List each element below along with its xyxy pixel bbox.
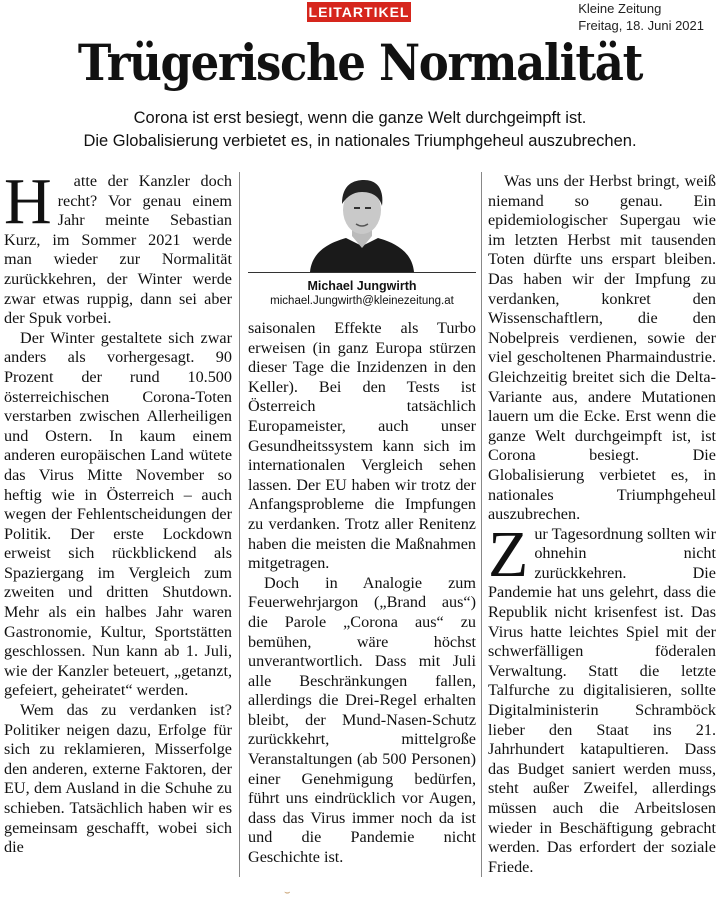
column-rule (481, 172, 482, 877)
subhead-line-2: Die Globalisierung verbietet es, in nationales Triumphgeheul auszubrechen. (83, 132, 637, 150)
paragraph-text: atte der Kanzler doch recht? Vor genau einem Jahr meinte Sebastian Kurz, im Sommer 2021 werde man wieder zur Normalität zurückkehren, der Winter werde zwar etwas ruppig, dann sei aber der Spuk vorbei. (4, 172, 232, 328)
column-rule (239, 172, 240, 877)
paragraph: Der Winter gestaltete sich zwar anders als vorhergesagt. 90 Prozent der rund 10.500 österreichischen Corona-Toten verstarben zwischen Allerheiligen und Ostern. In kaum einem anderen europäischen Land wütete das Virus Mitte November so heftig wie in Österreich – auch wegen der Fehlentscheidungen der Politik. Der erste Lockdown erweist sich rückblickend als Spaziergang im Vergleich zum zweiten und dritten Shutdown. Mehr als ein halbes Jahr waren Gastronomie, Kultur, Sportstätten geschlossen. Nun kann ab 1. Juli, wie der Kanzler beteuert, „getanzt, gefeiert, geheiratet“ werden. (4, 328, 232, 700)
section-kicker: LEITARTIKEL (308, 4, 410, 20)
paragraph (488, 517, 716, 878)
column-3 (488, 172, 716, 877)
paragraph: saisonalen Effekte als Turbo erweisen (in ganz Europa stürzen dieser Tage die Inzidenzen in den Keller). Bei den Tests ist Österreich tatsächlich Europameister, auch unser Gesundheitssystem kann sich im internationalen Vergleich sehen lassen. Der EU haben wir trotz der Anfangsprobleme die Impfungen zu verdanken. Trotz aller Renitenz haben die meisten die Maßnahmen mitgetragen. (248, 319, 476, 573)
paragraph: Was uns der Herbst bringt, weiß niemand so genau. Ein epidemiologischer Supergau wie im letzten Herbst mit tausenden Toten dürfte uns erspart bleiben. Das haben wir der Impfung zu verdanken, konkret den Wissenschaftlern, die den Nobelpreis verdienen, sowie der viel gescholtenen Pharmaindustrie. Gleichzeitig breitet sich die Delta-Variante aus, andere Mutationen lauern um die Ecke. Erst wenn die ganze Welt durchgeimpft ist, ist Corona besiegt. Die Globalisierung verbietet es, in nationales Triumphgeheul auszubrechen. (488, 172, 716, 524)
subhead-line-1: Corona ist erst besiegt, wenn die ganze Welt durchgeimpft ist. (133, 109, 587, 127)
author-email[interactable]: michael.Jungwirth@kleinezeitung.at (270, 295, 454, 307)
drop-cap: Z (488, 517, 529, 591)
paragraph: Wem das zu verdanken ist? Politiker neigen dazu, Erfolge für sich zu reklamieren, Misserfolge den anderen, externe Faktoren, der EU, dem Ausland in die Schuhe zu schieben. Tatsächlich haben wir es gemeinsam geschafft, wobei sich die (4, 701, 232, 857)
column-2 (248, 172, 476, 868)
publication-name: Kleine Zeitung (578, 1, 662, 16)
subhead (0, 107, 720, 153)
column-1 (4, 165, 232, 858)
author-name: Michael Jungwirth (307, 279, 417, 293)
paragraph: Doch in Analogie zum Feuerwehrjargon („Brand aus“) die Parole „Corona aus“ zu bemühen, wäre höchst unverantwortlich. Dass mit Juli alle Beschränkungen fallen, allerdings die Drei-Regel erhalten bleibt, der Mund-Nasen-Schutz zurückkehrt, mittelgroße Veranstaltungen (ab 500 Personen) einer Genehmigung bedürfen, führt uns eindrücklich vor Augen, dass das Virus immer noch da ist und die Pandemie nicht Geschichte ist. (248, 573, 476, 867)
author-portrait-image (302, 172, 422, 272)
paragraph (4, 165, 232, 329)
headline: Trügerische Normalität (77, 33, 643, 92)
publication-date: Freitag, 18. Juni 2021 (578, 18, 704, 33)
author-photo (248, 172, 476, 273)
drop-cap: H (4, 165, 52, 238)
page-ornament-icon: ⌣ (284, 887, 291, 898)
paragraph-text: ur Tagesordnung sollten wir ohnehin nicht zurückkehren. Die Pandemie hat uns gelehrt, dass die Republik nicht krisenfest ist. Das Virus hatte leichtes Spiel mit der schwerfälligen föderalen Verwaltung. Statt die letzte Talfurche zu digitalisieren, sollte Digitalministerin Schramböck lieber den Staat ins 21. Jahrhundert katapultieren. Dass das Budget saniert werden muss, steht außer Zweifel, allerdings müssen auch die Arbeitslosen wieder in Beschäftigung gebracht werden. Das erfordert der soziale Friede. (488, 524, 716, 876)
